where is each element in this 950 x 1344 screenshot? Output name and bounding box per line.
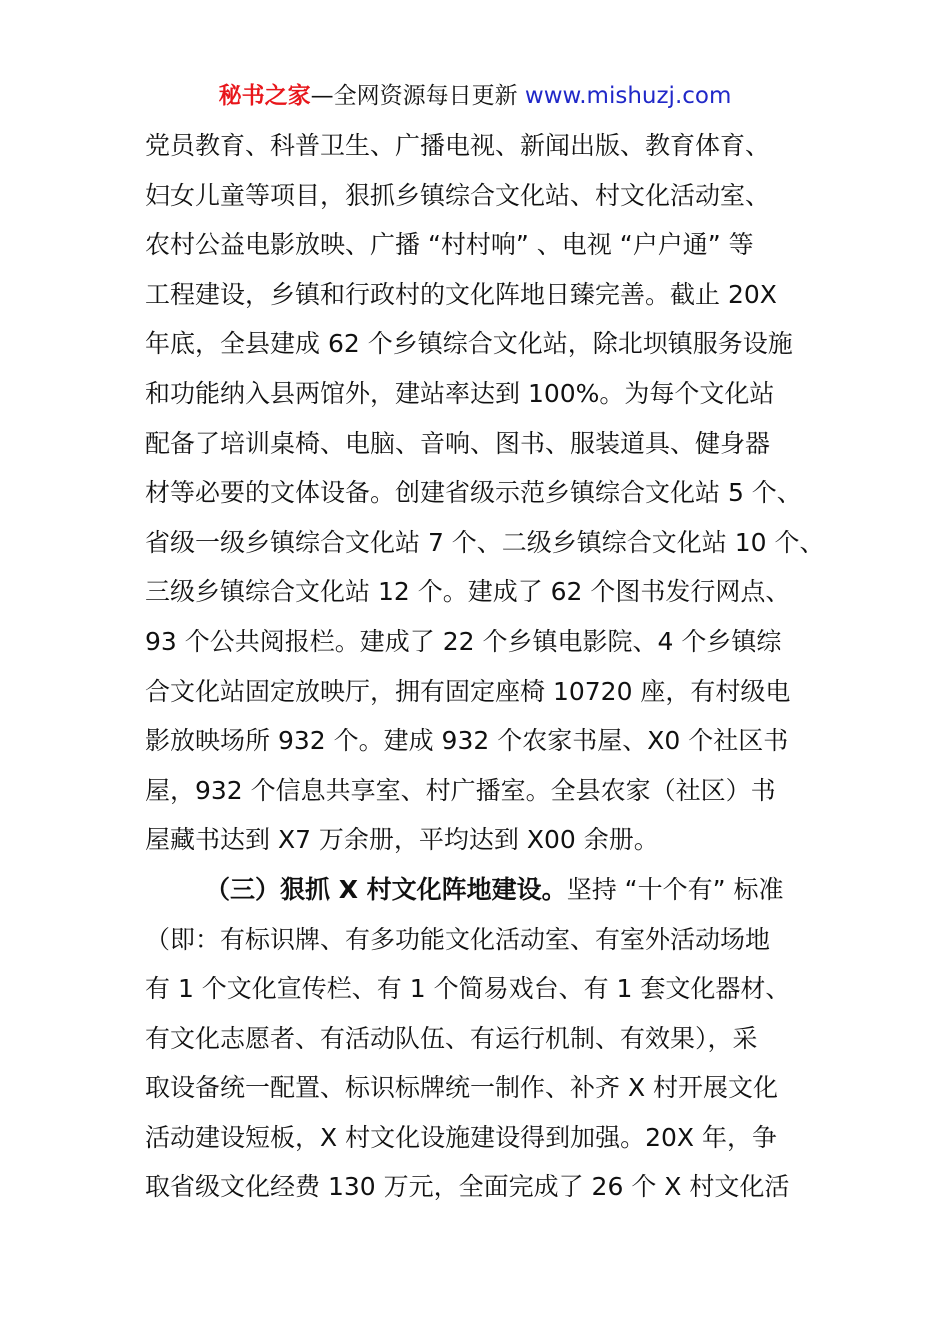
paragraph-line: 93 个公共阅报栏。建成了 22 个乡镇电影院、4 个乡镇综 (145, 626, 782, 656)
paragraph-line: 农村公益电影放映、广播 “村村响” 、电视 “户户通” 等 (145, 230, 754, 260)
paragraph-line: 取省级文化经费 130 万元，全面完成了 26 个 X 村文化活 (145, 1172, 790, 1202)
paragraph-line: 党员教育、科普卫生、广播电视、新闻出版、教育体育、 (145, 131, 771, 160)
section-first-line-text: 坚持 “十个有” 标准 (566, 874, 784, 904)
site-tagline: —全网资源每日更新 (310, 83, 525, 109)
paragraph-line: 屋，932 个信息共享室、村广播室。全县农家（社区）书 (145, 775, 776, 805)
paragraph-line: 影放映场所 932 个。建成 932 个农家书屋、X0 个社区书 (145, 726, 789, 756)
paragraph-line: 合文化站固定放映厅，拥有固定座椅 10720 座，有村级电 (145, 676, 791, 706)
paragraph-line: 有 1 个文化宣传栏、有 1 个简易戏台、有 1 套文化器材、 (145, 974, 791, 1004)
paragraph-line: 妇女儿童等项目，狠抓乡镇综合文化站、村文化活动室、 (145, 180, 771, 210)
paragraph-line: 活动建设短板，X 村文化设施建设得到加强。20X 年，争 (145, 1122, 777, 1152)
paragraph-line: 材等必要的文体设备。创建省级示范乡镇综合文化站 5 个、 (145, 478, 802, 508)
paragraph-line: 取设备统一配置、标识标牌统一制作、补齐 X 村开展文化 (145, 1073, 779, 1103)
site-header (0, 80, 950, 112)
section-heading: （三）狠抓 X 村文化阵地建设。 (205, 874, 567, 904)
paragraph-line: 三级乡镇综合文化站 12 个。建成了 62 个图书发行网点、 (145, 577, 791, 607)
site-url-link[interactable]: www.mishuzj.com (524, 83, 732, 109)
paragraph-line: 屋藏书达到 X7 万余册，平均达到 X00 余册。 (145, 825, 659, 855)
paragraph-line: 和功能纳入县两馆外，建站率达到 100%。为每个文化站 (145, 378, 775, 408)
site-brand: 秘书之家 (218, 83, 311, 109)
document-body (145, 121, 825, 1212)
paragraph-line: 有文化志愿者、有活动队伍、有运行机制、有效果），采 (145, 1023, 758, 1053)
paragraph-line: 配备了培训桌椅、电脑、音响、图书、服装道具、健身器 (145, 428, 771, 458)
paragraph-line: 省级一级乡镇综合文化站 7 个、二级乡镇综合文化站 10 个、 (145, 527, 825, 557)
section-first-line (145, 865, 825, 915)
paragraph-line: 年底，全县建成 62 个乡镇综合文化站，除北坝镇服务设施 (145, 329, 793, 359)
paragraph-line: （即：有标识牌、有多功能文化活动室、有室外活动场地 (145, 924, 771, 954)
paragraph-line: 工程建设，乡镇和行政村的文化阵地日臻完善。截止 20X (145, 279, 777, 309)
